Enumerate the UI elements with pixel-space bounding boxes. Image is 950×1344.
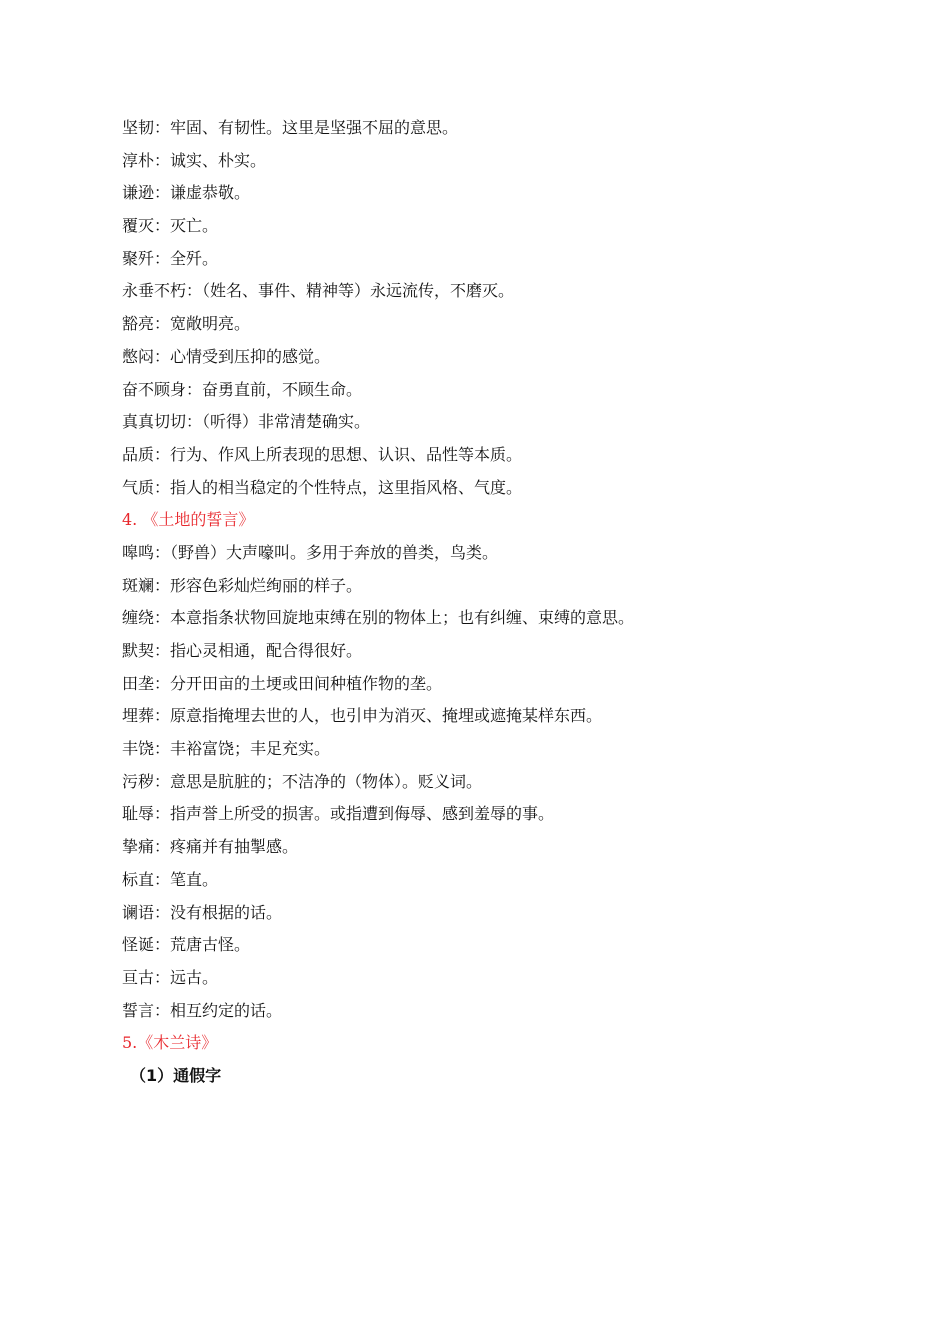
definition-line: 品质：行为、作风上所表现的思想、认识、品性等本质。 bbox=[122, 444, 523, 464]
definition-line: 覆灭：灭亡。 bbox=[122, 216, 219, 236]
definition-line: 挚痛：疼痛并有抽掣感。 bbox=[122, 837, 299, 857]
definition-line: 缠绕：本意指条状物回旋地束缚在别的物体上；也有纠缠、束缚的意思。 bbox=[122, 608, 635, 628]
definition-line: 真真切切：（听得）非常清楚确实。 bbox=[122, 412, 371, 432]
definition-line: 埋葬：原意指掩埋去世的人，也引申为消灭、掩埋或遮掩某样东西。 bbox=[122, 706, 603, 726]
definition-line: 田垄：分开田亩的土埂或田间种植作物的垄。 bbox=[122, 673, 443, 693]
definition-line: 斑斓：形容色彩灿烂绚丽的样子。 bbox=[122, 575, 363, 595]
document-content bbox=[122, 112, 902, 1093]
definition-line: 永垂不朽：（姓名、事件、精神等）永远流传，不磨灭。 bbox=[122, 281, 515, 301]
definition-line: 憋闷：心情受到压抑的感觉。 bbox=[122, 346, 331, 366]
definition-line: 坚韧：牢固、有韧性。这里是坚强不屈的意思。 bbox=[122, 118, 459, 137]
definition-line: 耻辱：指声誉上所受的损害。或指遭到侮辱、感到羞辱的事。 bbox=[122, 804, 555, 824]
definition-line: 污秽：意思是肮脏的；不洁净的（物体）。贬义词。 bbox=[122, 771, 483, 791]
definition-line: 聚歼：全歼。 bbox=[122, 248, 219, 268]
section-heading-5: 5.《木兰诗》 bbox=[122, 1033, 218, 1053]
definition-line: 淳朴：诚实、朴实。 bbox=[122, 150, 267, 170]
definition-line: 亘古：远古。 bbox=[122, 967, 219, 987]
definition-line: 奋不顾身：奋勇直前，不顾生命。 bbox=[122, 379, 363, 399]
definition-line: 豁亮：宽敞明亮。 bbox=[122, 314, 251, 334]
definition-line: 谦逊：谦虚恭敬。 bbox=[122, 183, 251, 203]
definition-line: 誓言：相互约定的话。 bbox=[122, 1000, 283, 1020]
definition-line: 嗥鸣：（野兽）大声嚎叫。多用于奔放的兽类，鸟类。 bbox=[122, 542, 499, 562]
definition-line: 谰语：没有根据的话。 bbox=[122, 902, 283, 922]
definition-line: 怪诞：荒唐古怪。 bbox=[122, 935, 251, 955]
definition-line: 丰饶：丰裕富饶；丰足充实。 bbox=[122, 739, 331, 759]
definition-line: 默契：指心灵相通，配合得很好。 bbox=[122, 641, 363, 660]
subsection-heading: （1）通假字 bbox=[130, 1065, 222, 1085]
definition-line: 气质：指人的相当稳定的个性特点，这里指风格、气度。 bbox=[122, 477, 523, 497]
section-heading-4: 4. 《土地的誓言》 bbox=[122, 510, 255, 530]
definition-line: 标直：笔直。 bbox=[122, 869, 219, 889]
